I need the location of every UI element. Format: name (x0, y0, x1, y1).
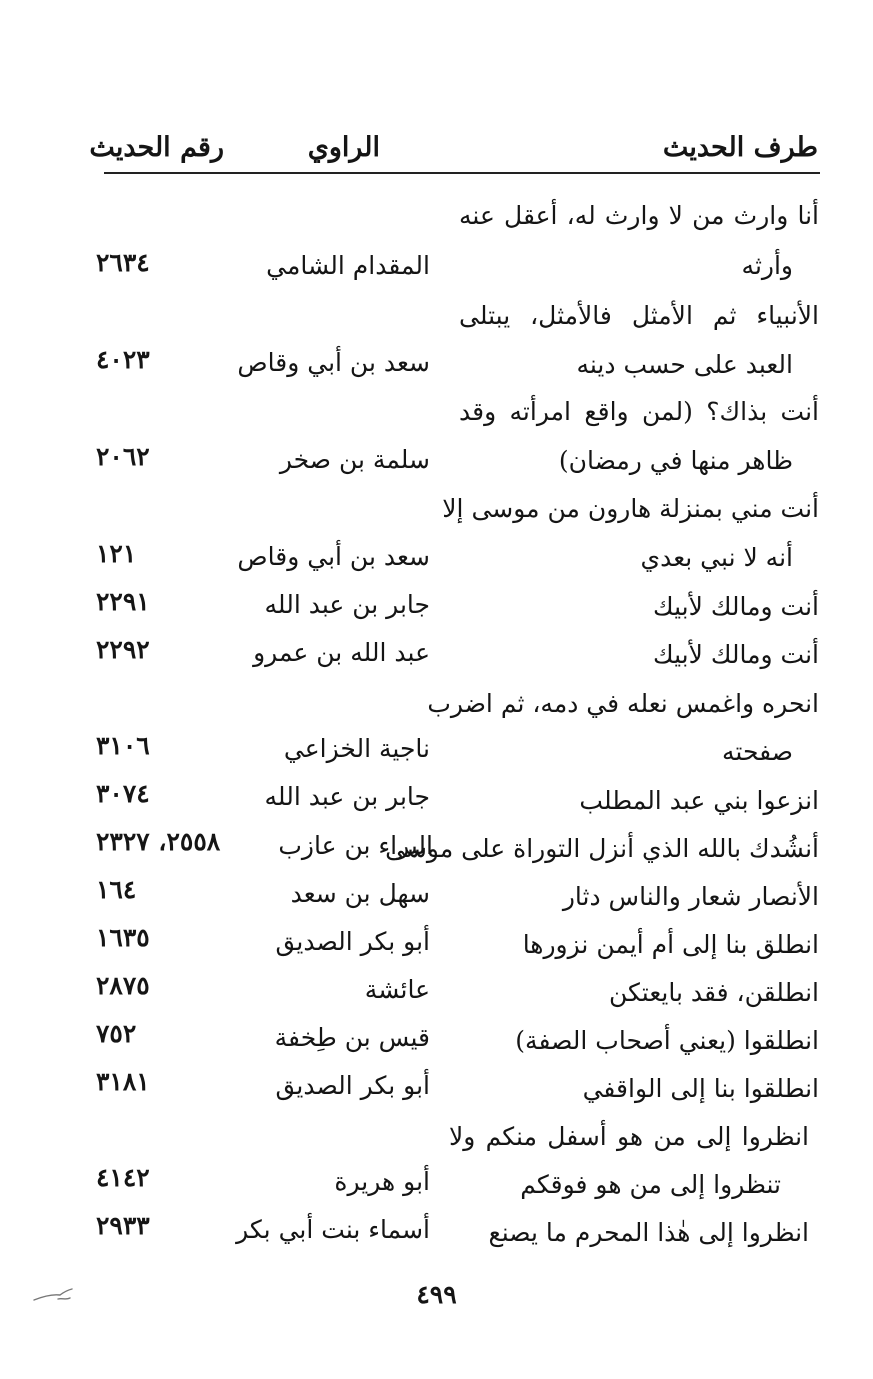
hadith-number: ٤٠٢٣ (96, 345, 150, 374)
rawi-name: أبو هريرة (334, 1167, 430, 1196)
hadith-number: ١٦٣٥ (96, 923, 150, 952)
hadith-line: انطلقوا بنا إلى الواقفي (582, 1074, 819, 1103)
margin-pencil-mark (30, 1282, 78, 1308)
header-hadith-column: طرف الحديث (662, 132, 818, 163)
hadith-line: تنظروا إلى من هو فوقكم (520, 1170, 781, 1199)
rawi-name: البراء بن عازب (278, 831, 433, 860)
hadith-line: أنا وارث من لا وارث له، أعقل عنه (459, 201, 819, 230)
hadith-line: انطلق بنا إلى أم أيمن نزورها (522, 930, 819, 959)
rawi-name: أبو بكر الصديق (275, 927, 430, 956)
hadith-number: ٣١٨١ (96, 1067, 150, 1096)
rawi-name: سلمة بن صخر (279, 445, 430, 474)
hadith-line: أنت ومالك لأبيك (653, 640, 819, 669)
hadith-line: الأنبياء ثم الأمثل فالأمثل، يبتلى (459, 301, 819, 330)
hadith-line: انطلقن، فقد بايعتكن (608, 978, 819, 1007)
hadith-number: ٣٠٧٤ (96, 779, 150, 808)
rawi-name: سعد بن أبي وقاص (237, 542, 430, 571)
rawi-name: جابر بن عبد الله (264, 782, 430, 811)
rawi-name: ناجية الخزاعي (283, 734, 430, 763)
hadith-number: ٢٢٩١ (96, 587, 150, 616)
rawi-name: جابر بن عبد الله (264, 590, 430, 619)
hadith-number: ٧٥٢ (96, 1019, 137, 1048)
hadith-number: ٢٨٧٥ (96, 971, 150, 1000)
hadith-line: ظاهر منها في رمضان) (558, 446, 793, 475)
header-rawi-column: الراوي (307, 132, 380, 163)
rawi-name: قيس بن طِخفة (274, 1023, 430, 1052)
rawi-name: أبو بكر الصديق (275, 1071, 430, 1100)
header-divider (104, 172, 820, 174)
hadith-number: ٣١٠٦ (96, 731, 150, 760)
hadith-line: أنت ومالك لأبيك (653, 592, 819, 621)
hadith-line: انظروا إلى من هو أسفل منكم ولا (449, 1122, 809, 1151)
hadith-line: أنت بذاك؟ (لمن واقع امرأته وقد (459, 397, 819, 426)
hadith-number: ١٦٤ (96, 875, 137, 904)
hadith-line: أنشُدك بالله الذي أنزل التوراة على موسى (385, 834, 819, 863)
header-number-column: رقم الحديث (89, 132, 224, 163)
hadith-number: ٢٢٩٢ (96, 635, 150, 664)
rawi-name: سهل بن سعد (290, 879, 430, 908)
table-header (89, 128, 820, 172)
hadith-number: ٢٥٥٨، ٢٣٢٧ (96, 827, 221, 856)
hadith-number: ٢٦٣٤ (96, 248, 150, 277)
hadith-line: انزعوا بني عبد المطلب (579, 786, 819, 815)
hadith-line: انحره واغمس نعله في دمه، ثم اضرب (427, 689, 819, 718)
page-number: ٤٩٩ (416, 1280, 457, 1309)
hadith-number: ٢٩٣٣ (96, 1211, 150, 1240)
hadith-line: الأنصار شعار والناس دثار (562, 882, 819, 911)
rawi-name: عبد الله بن عمرو (253, 638, 430, 667)
hadith-line: صفحته (722, 737, 793, 766)
hadith-line: أنه لا نبي بعدي (640, 543, 793, 572)
hadith-line: انطلقوا (يعني أصحاب الصفة) (515, 1026, 819, 1055)
hadith-line: أنت مني بمنزلة هارون من موسى إلا (442, 494, 819, 523)
rawi-name: سعد بن أبي وقاص (237, 348, 430, 377)
hadith-line: انظروا إلى هٰذا المحرم ما يصنع (488, 1218, 809, 1247)
hadith-line: العبد على حسب دينه (576, 350, 793, 379)
rawi-name: عائشة (364, 975, 430, 1004)
hadith-number: ٤١٤٢ (96, 1163, 150, 1192)
hadith-number: ١٢١ (96, 539, 137, 568)
rawi-name: أسماء بنت أبي بكر (236, 1215, 430, 1244)
hadith-line: وأرثه (741, 251, 793, 280)
rawi-name: المقدام الشامي (266, 251, 430, 280)
hadith-number: ٢٠٦٢ (96, 442, 150, 471)
